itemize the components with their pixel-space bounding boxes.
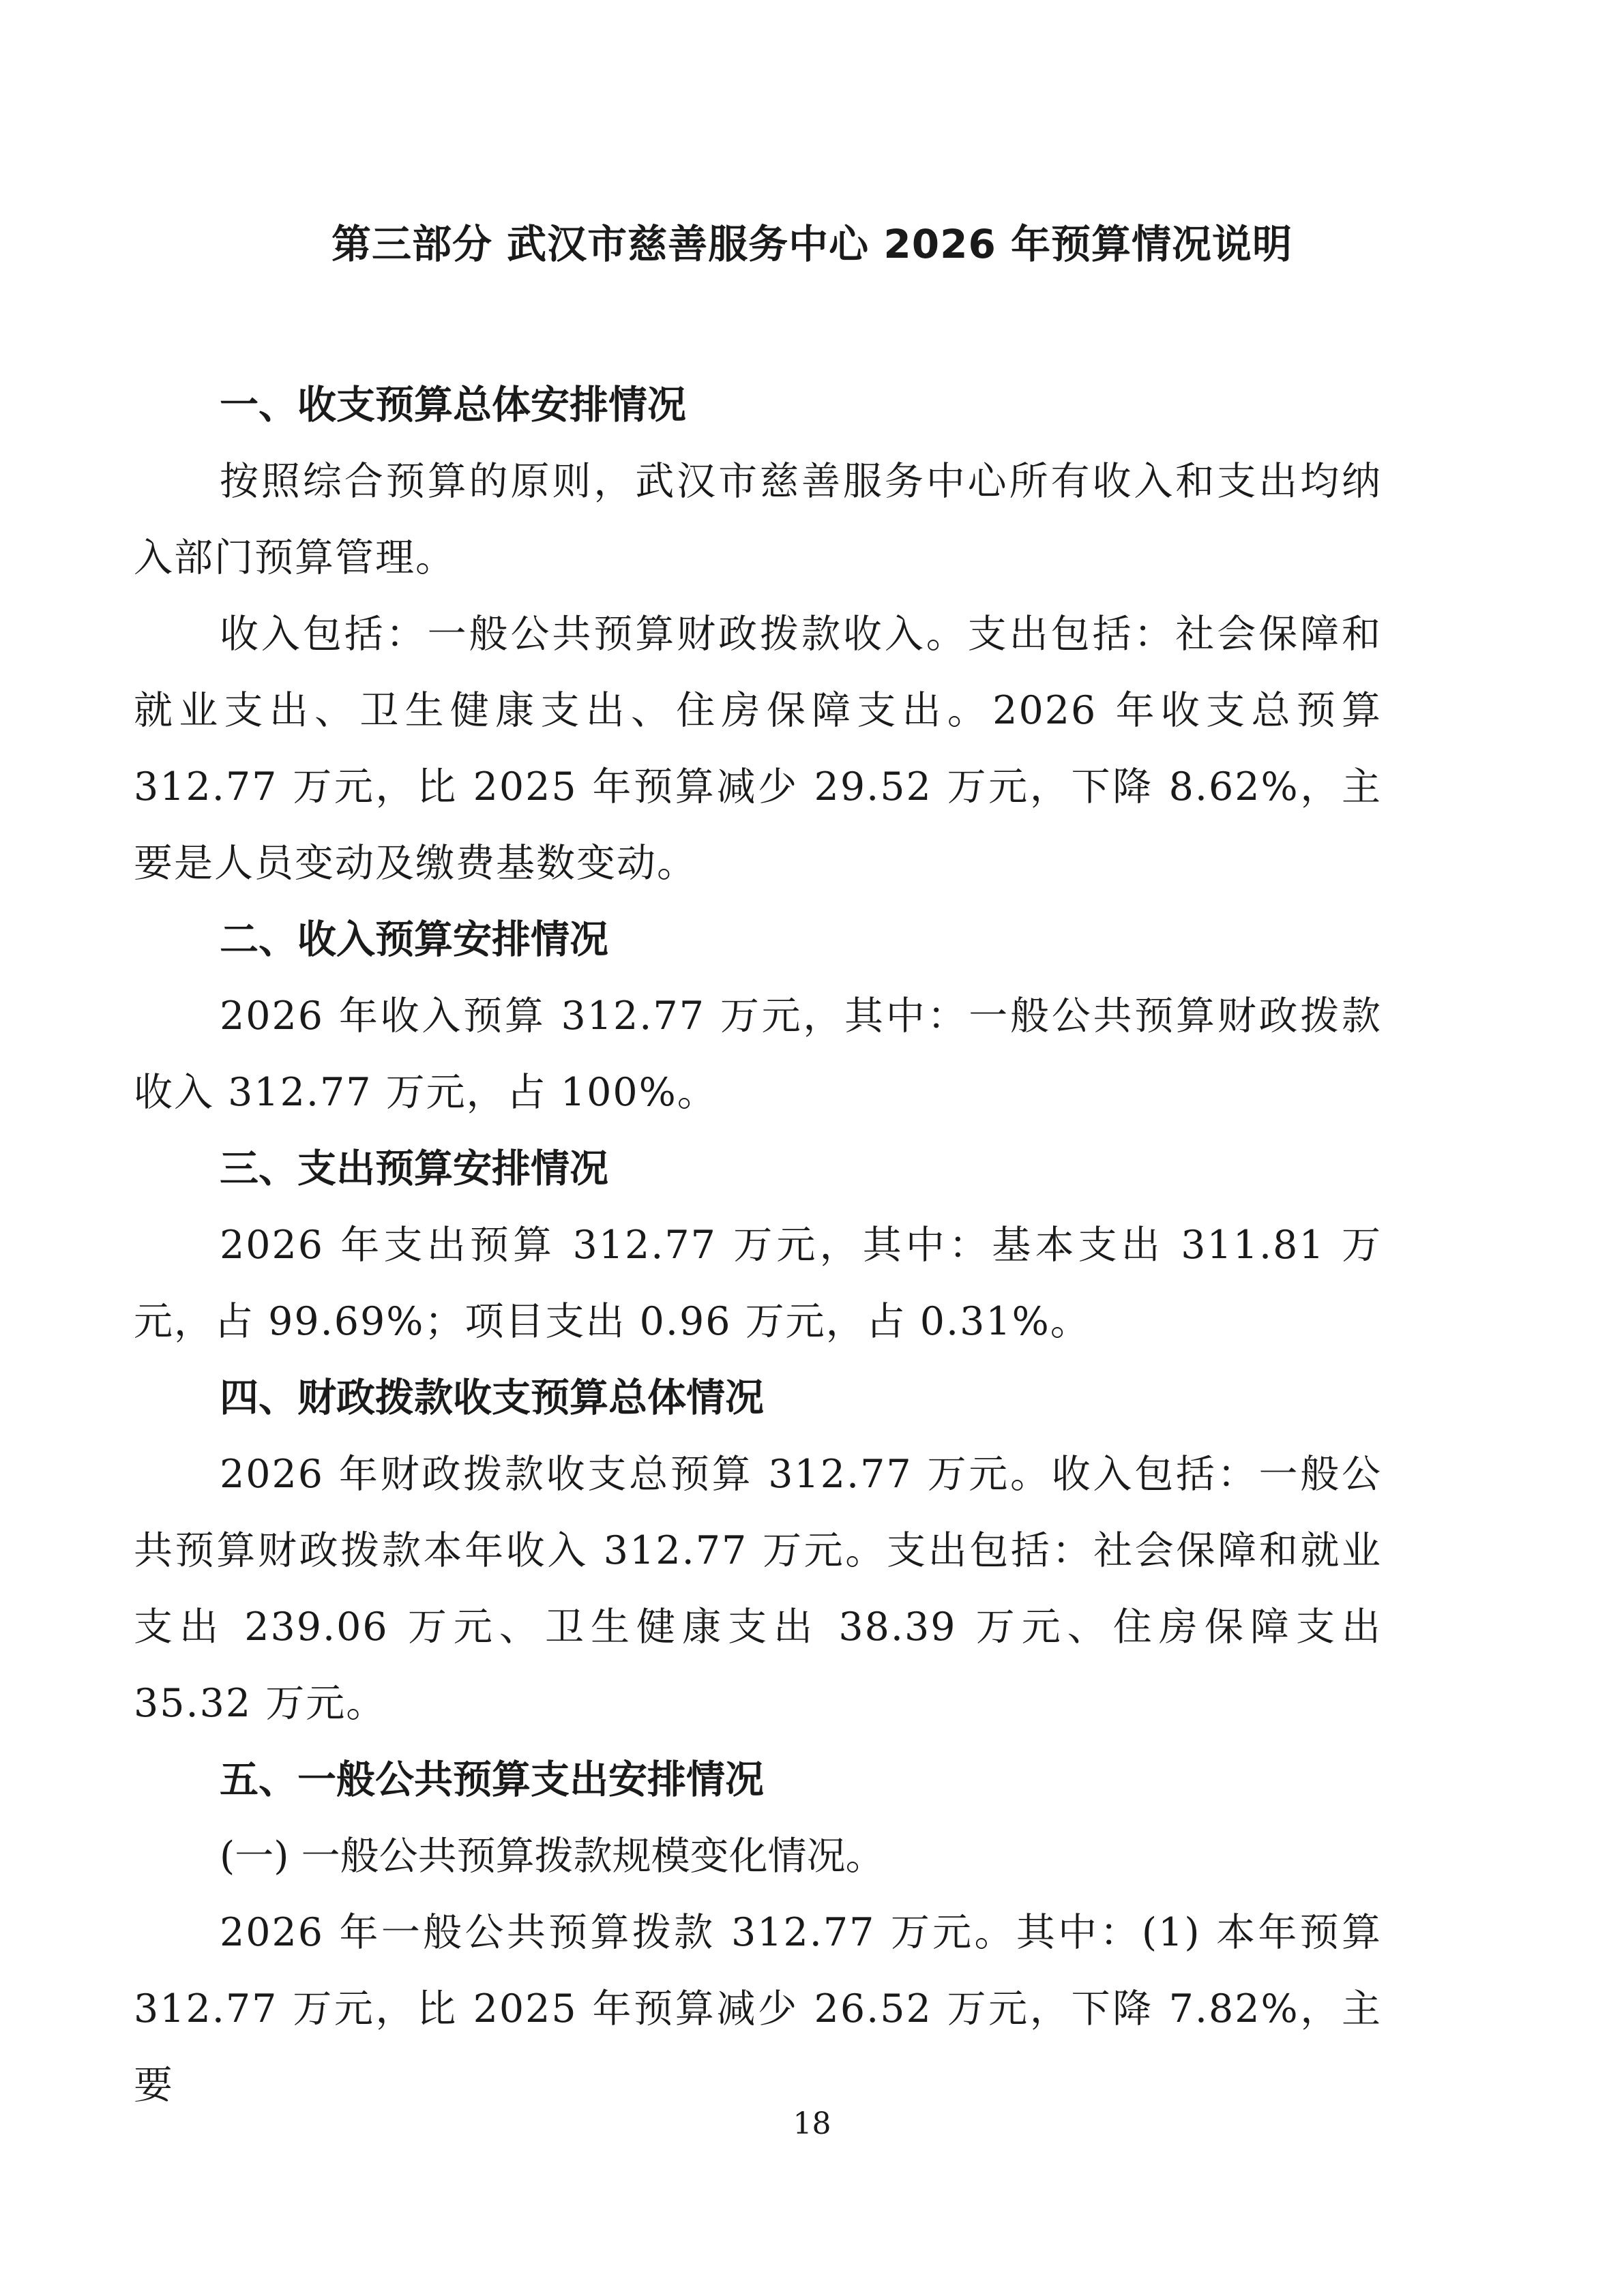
section-heading-5: 五、一般公共预算支出安排情况 [220,1757,764,1802]
section-5-paragraph-1: 2026 年一般公共预算拨款 312.77 万元。其中：(1) 本年预算 312.77 万元，比 2025 年预算减少 26.52 万元，下降 7.82%，主要 [134,1910,1382,2108]
section-1-paragraph-2: 收入包括：一般公共预算财政拨款收入。支出包括：社会保障和就业支出、卫生健康支出、住房保障支出。2026 年收支总预算 312.77 万元，比 2025 年预算减少 29.52 万元，下降 8.62%，主要是人员变动及缴费基数变动。 [134,612,1382,886]
section-heading-1: 一、收支预算总体安排情况 [220,383,686,428]
section-2-paragraph-1: 2026 年收入预算 312.77 万元，其中：一般公共预算财政拨款收入 312.77 万元，占 100%。 [134,994,1382,1115]
section-1-paragraph-1: 按照综合预算的原则，武汉市慈善服务中心所有收入和支出均纳入部门预算管理。 [134,459,1382,580]
section-heading-4: 四、财政拨款收支预算总体情况 [220,1375,764,1420]
section-heading-2: 二、收入预算安排情况 [220,917,608,962]
section-heading-3: 三、支出预算安排情况 [220,1146,608,1191]
section-4-paragraph-1: 2026 年财政拨款收支总预算 312.77 万元。收入包括：一般公共预算财政拨款本年收入 312.77 万元。支出包括：社会保障和就业支出 239.06 万元、卫生健康支出 38.39 万元、住房保障支出 35.32 万元。 [134,1452,1382,1726]
page-number: 18 [793,2106,831,2141]
page-title: 第三部分 武汉市慈善服务中心 2026 年预算情况说明 [331,221,1293,267]
section-5-subheading: (一) 一般公共预算拨款规模变化情况。 [220,1834,885,1879]
section-3-paragraph-1: 2026 年支出预算 312.77 万元，其中：基本支出 311.81 万元，占 99.69%；项目支出 0.96 万元，占 0.31%。 [134,1223,1382,1344]
document-body [134,367,1382,2123]
